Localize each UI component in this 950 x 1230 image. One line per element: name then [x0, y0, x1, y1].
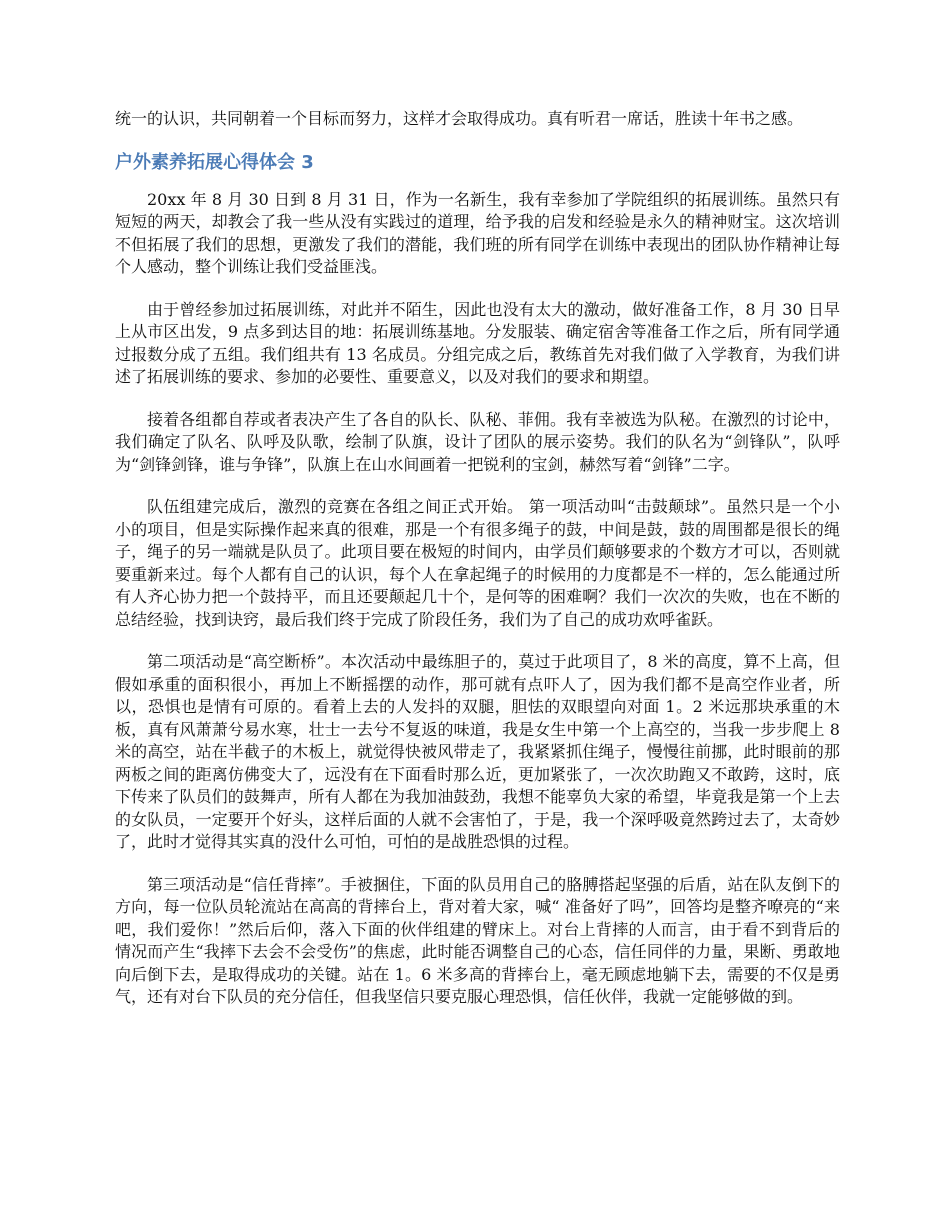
paragraph-5: 第二项活动是“高空断桥”。本次活动中最练胆子的，莫过于此项目了，8 米的高度，算不上高，但假如承重的面积很小，再加上不断摇摆的动作，那可就有点吓人了，因为我们都不是高空作业者，所以，恐惧也是情有可原的。看着上去的人发抖的双腿，胆怯的双眼望向对面 1。2 米远那块承重的木板，真有风萧萧兮易水寒，壮士一去兮不复返的味道，我是女生中第一个上高空的，当我一步步爬上 8 米的高空，站在半截子的木板上，就觉得快被风带走了，我紧紧抓住绳子，慢慢往前挪，此时眼前的那两板之间的距离仿佛变大了，远没有在下面看时那么近，更加紧张了，一次次助跑又不敢跨，这时，底下传来了队员们的鼓舞声，所有人都在为我加油鼓劲，我想不能辜负大家的希望，毕竟我是第一个上去的女队员，一定要开个好头，这样后面的人就不会害怕了，于是，我一个深呼吸竟然跨过去了，太奇妙了，此时才觉得其实真的没什么可怕，可怕的是战胜恐惧的过程。 — [115, 652, 840, 851]
paragraph-3: 接着各组都自荐或者表决产生了各自的队长、队秘、菲佣。我有幸被选为队秘。在激烈的讨论中，我们确定了队名、队呼及队歌，绘制了队旗，设计了团队的展示姿势。我们的队名为“剑锋队”，队呼为“剑锋剑锋，谁与争锋”，队旗上在山水间画着一把锐利的宝剑，赫然写着“剑锋”二字。 — [115, 409, 840, 474]
section-heading: 户外素养拓展心得体会 3 — [115, 151, 314, 173]
document-body — [115, 108, 840, 1029]
paragraph-6: 第三项活动是“信任背摔”。手被捆住，下面的队员用自己的胳膊搭起坚强的后盾，站在队友倒下的方向，每一位队员轮流站在高高的背摔台上，背对着大家，喊“ 准备好了吗”，回答均是整齐嘹亮的“来吧，我们爱你！”然后后仰，落入下面的伙伴组建的臂床上。对台上背摔的人而言，由于看不到背后的情况而产生“我摔下去会不会受伤”的焦虑，此时能否调整自己的心态，信任同伴的力量，果断、勇敢地向后倒下去，是取得成功的关键。站在 1。6 米多高的背摔台上，毫无顾虑地躺下去，需要的不仅是勇气，还有对台下队员的充分信任，但我坚信只要克服心理恐惧，信任伙伴，我就一定能够做的到。 — [115, 874, 840, 1006]
paragraph-4: 队伍组建完成后，激烈的竞赛在各组之间正式开始。 第一项活动叫“击鼓颠球”。虽然只是一个小小的项目，但是实际操作起来真的很难，那是一个有很多绳子的鼓，中间是鼓，鼓的周围都是很长的绳子，绳子的另一端就是队员了。此项目要在极短的时间内，由学员们颠够要求的个数方才可以，否则就要重新来过。每个人都有自己的认识，每个人在拿起绳子的时候用的力度都是不一样的，怎么能通过所有人齐心协力把一个鼓持平，而且还要颠起几十个，是何等的困难啊？我们一次次的失败，也在不断的总结经验，找到诀窍，最后我们终于完成了阶段任务，我们为了自己的成功欢呼雀跃。 — [115, 497, 840, 629]
intro-paragraph: 统一的认识，共同朝着一个目标而努力，这样才会取得成功。真有听君一席话，胜读十年书之感。 — [115, 109, 804, 128]
paragraph-2: 由于曾经参加过拓展训练，对此并不陌生，因此也没有太大的激动，做好准备工作，8 月 30 日早上从市区出发，9 点多到达目的地：拓展训练基地。分发服装、确定宿舍等准备工作之后，所有同学通过报数分成了五组。我们组共有 13 名成员。分组完成之后，教练首先对我们做了入学教育，为我们讲述了拓展训练的要求、参加的必要性、重要意义，以及对我们的要求和期望。 — [115, 299, 840, 386]
paragraph-1: 20xx 年 8 月 30 日到 8 月 31 日，作为一名新生，我有幸参加了学院组织的拓展训练。虽然只有短短的两天，却教会了我一些从没有实践过的道理，给予我的启发和经验是永久的精神财宝。这次培训不但拓展了我们的思想，更激发了我们的潜能，我们班的所有同学在训练中表现出的团队协作精神让每个人感动，整个训练让我们受益匪浅。 — [115, 189, 840, 276]
